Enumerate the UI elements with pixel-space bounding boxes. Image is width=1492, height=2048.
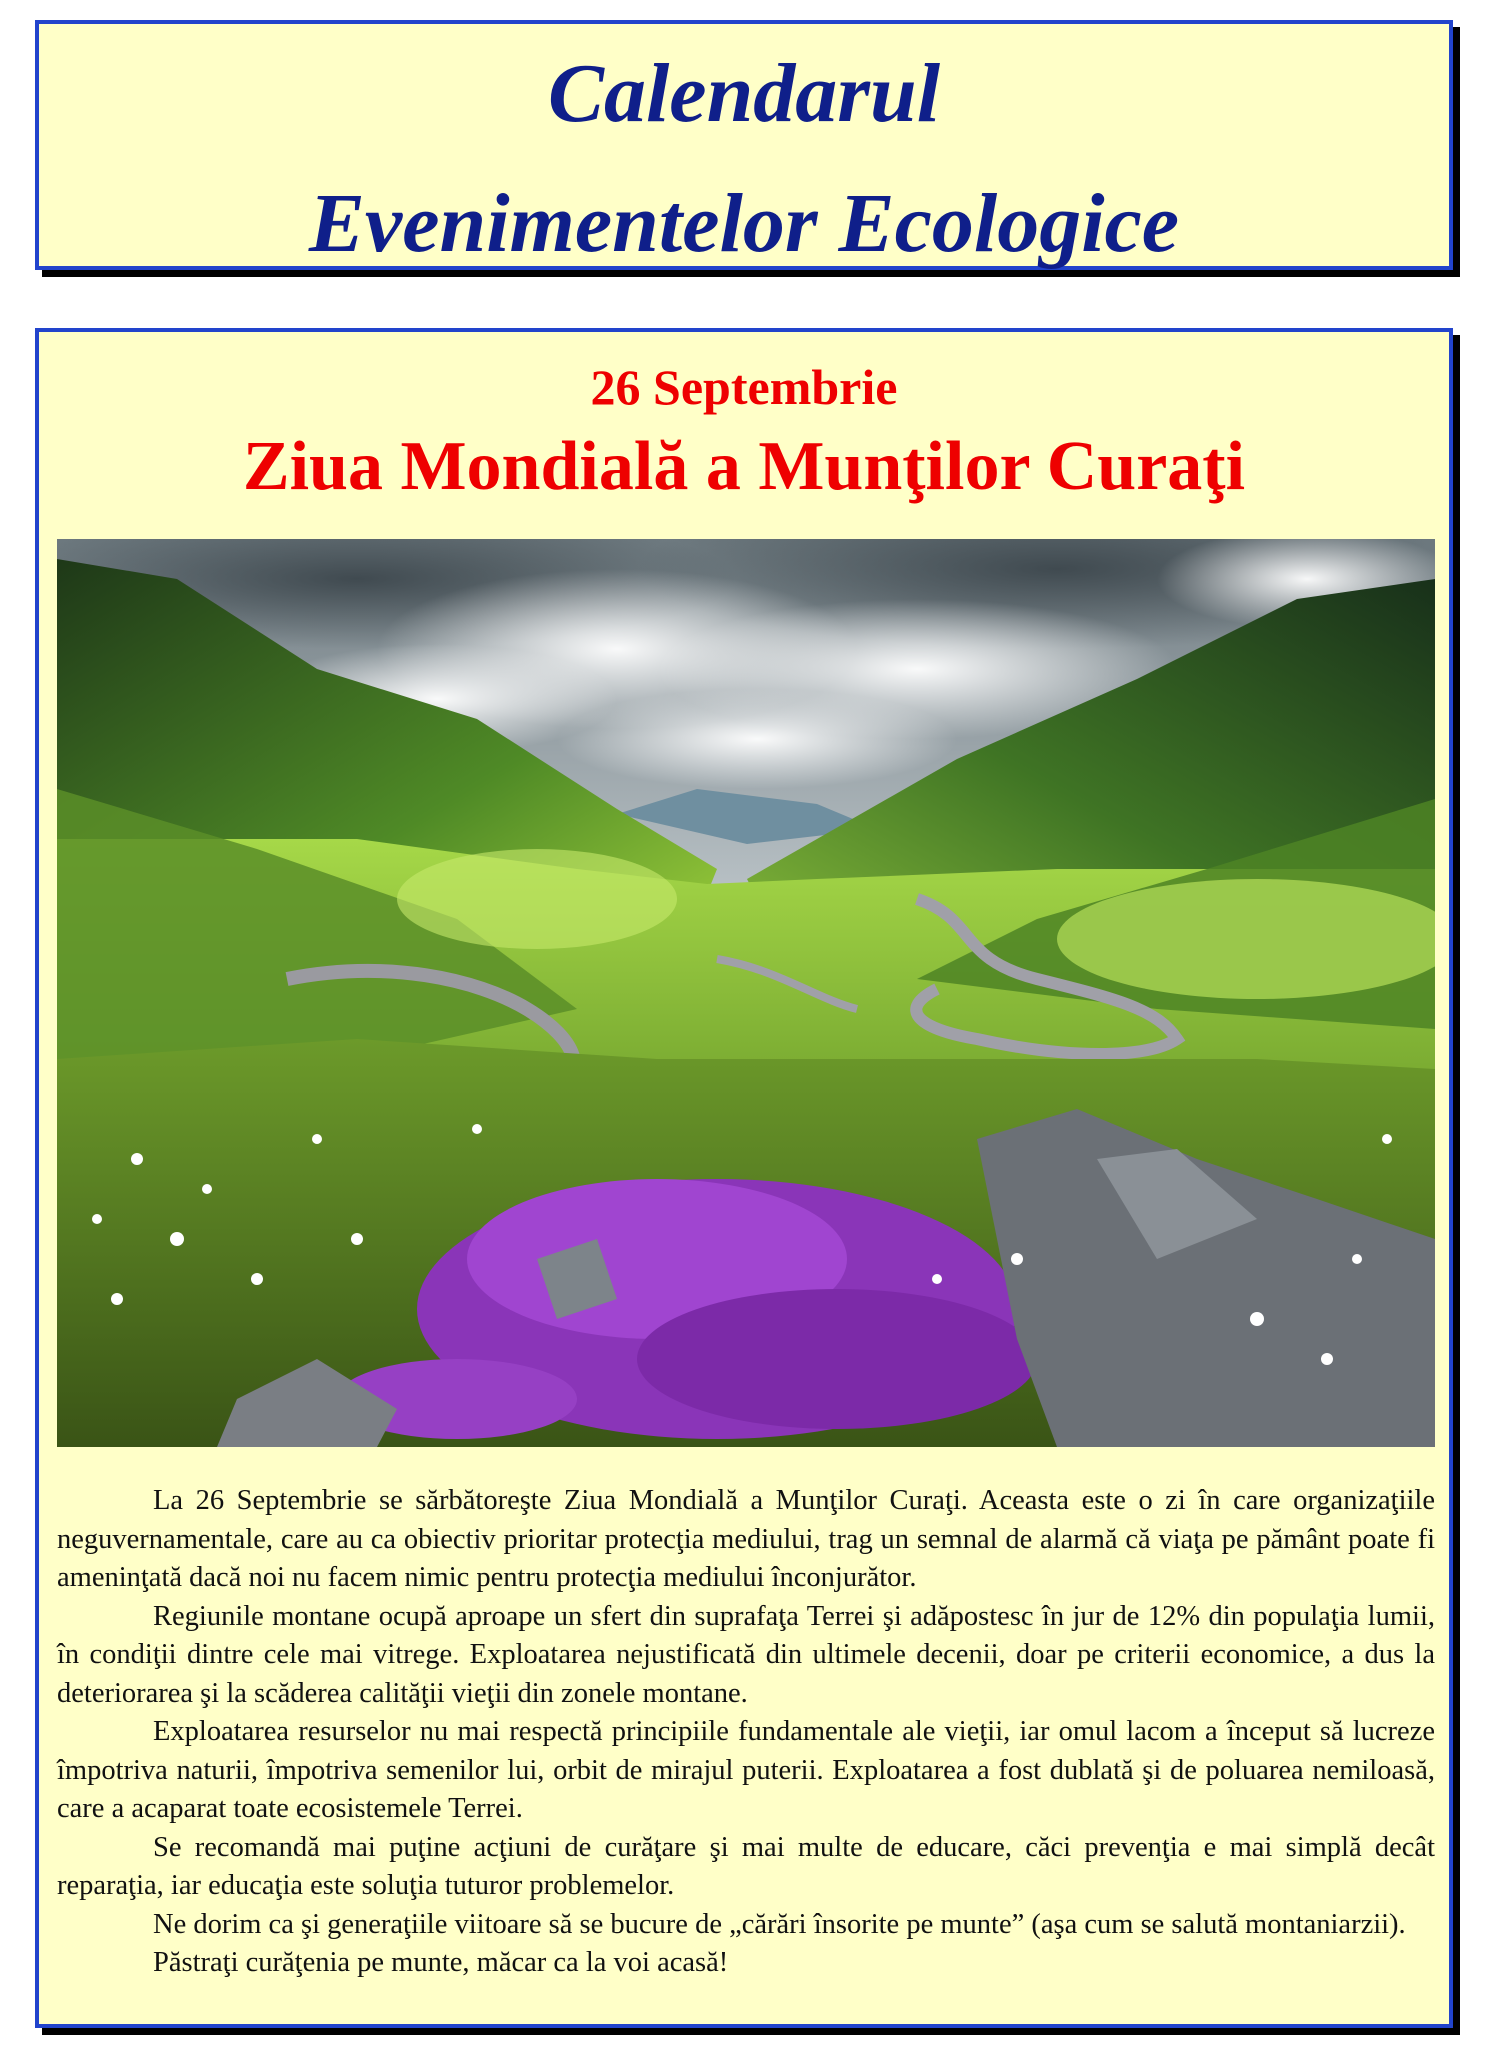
header-box	[35, 20, 1453, 270]
paragraph: Exploatarea resurselor nu mai respectă principiile fundamentale ale vieţii, iar omul lacom a început să lucreze împotriva naturii, împotriva semenilor lui, orbit de mirajul puterii. Exploatarea a fost dublată şi de poluarea nemiloasă, care a acaparat toate ecosistemele Terrei.	[57, 1716, 1435, 1824]
paragraph: Regiunile montane ocupă aproape un sfert din suprafaţa Terrei şi adăpostesc în jur de 12% din populaţia lumii, în condiţii dintre cele mai vitrege. Exploatarea nejustificată din ultimele decenii, doar pe criterii economice, a dus la deteriorarea şi la scăderea calităţii vieţii din zonele montane.	[57, 1600, 1435, 1709]
article-text	[57, 1482, 1435, 1983]
paragraph: La 26 Septembrie se sărbătoreşte Ziua Mondială a Munţilor Curaţi. Aceasta este o zi în care organizaţiile neguvernamentale, care au ca obiectiv prioritar protecţia mediului, trag un semnal de alarmă că viaţa pe pământ poate fi ameninţată dacă noi nu facem nimic pentru protecţia mediului înconjurător.	[57, 1485, 1435, 1593]
main-box	[35, 328, 1453, 2028]
paragraph: Se recomandă mai puţine acţiuni de curăţare şi mai multe de educare, căci prevenţia e mai simplă decât reparaţia, iar educaţia este soluţia tuturor problemelor.	[57, 1831, 1435, 1901]
title-line-2: Evenimentelor Ecologice	[308, 177, 1180, 270]
event-title: Ziua Mondială a Munţilor Curaţi	[242, 428, 1246, 505]
paragraph: Păstraţi curăţenia pe munte, măcar ca la voi acasă!	[153, 1947, 729, 1978]
mountain-landscape-photo	[57, 539, 1435, 1447]
paragraph: Ne dorim ca şi generaţiile viitoare să se bucure de „cărări însorite pe munte” (aşa cum se salută montaniarzii).	[153, 1908, 1406, 1940]
event-date: 26 Septembrie	[590, 359, 898, 415]
title-line-1: Calendarul	[547, 47, 941, 140]
